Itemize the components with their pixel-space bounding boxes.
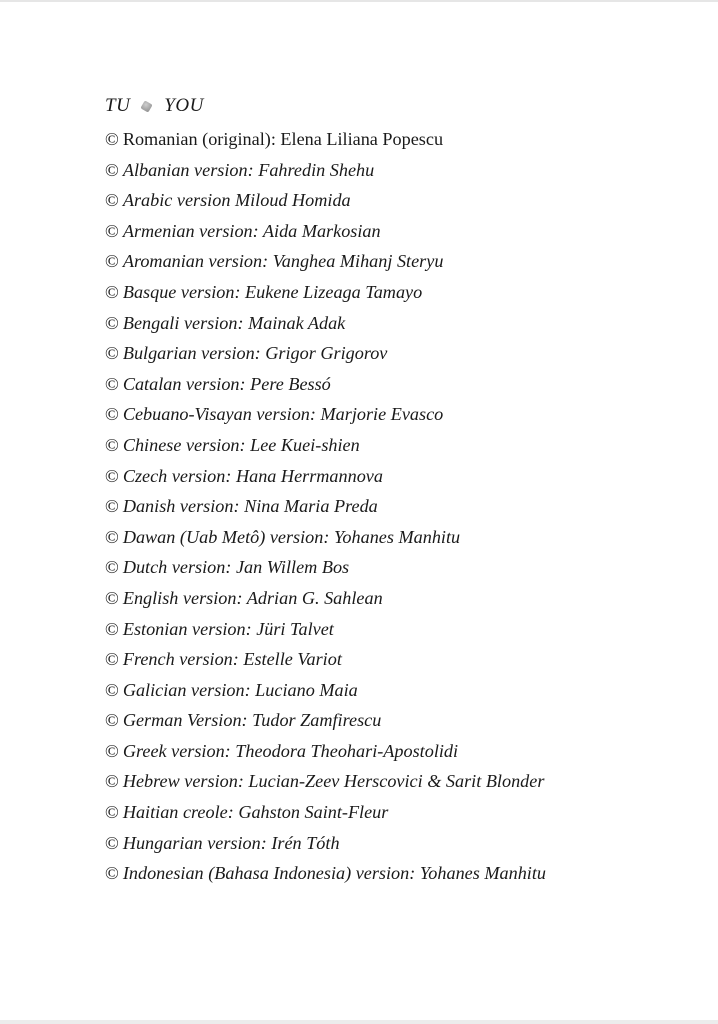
copyright-symbol: © — [105, 220, 119, 241]
credit-line — [105, 552, 705, 583]
credit-text: French version: Estelle Variot — [122, 649, 342, 670]
credit-text: Armenian version: Aida Markosian — [122, 220, 381, 241]
credit-line — [105, 461, 705, 492]
credit-line — [105, 797, 705, 828]
credit-text: Dawan (Uab Metô) version: Yohanes Manhitu — [122, 526, 461, 547]
credit-line — [105, 491, 705, 522]
copyright-symbol: © — [105, 802, 119, 823]
copyright-symbol: © — [105, 312, 119, 333]
copyright-symbol: © — [105, 190, 119, 211]
credit-text: Romanian (original): Elena Liliana Popescu — [122, 129, 444, 149]
copyright-symbol: © — [105, 281, 119, 302]
credit-text: English version: Adrian G. Sahlean — [122, 587, 383, 608]
credit-text: Estonian version: Jüri Talvet — [122, 618, 334, 639]
credit-text: Dutch version: Jan Willem Bos — [122, 557, 350, 578]
credit-text: Indonesian (Bahasa Indonesia) version: Yohanes Manhitu — [122, 863, 546, 884]
credit-line — [105, 399, 705, 430]
credit-line — [105, 308, 705, 339]
credit-text: Greek version: Theodora Theohari-Apostolidi — [122, 740, 459, 761]
copyright-symbol: © — [105, 129, 119, 149]
page-content — [105, 92, 705, 889]
credit-line — [105, 277, 705, 308]
credit-text: Catalan version: Pere Bessó — [122, 373, 331, 394]
credit-text: Danish version: Nina Maria Preda — [122, 496, 378, 517]
credit-line — [105, 705, 705, 736]
credit-line — [105, 644, 705, 675]
copyright-symbol: © — [105, 649, 119, 670]
credit-original — [105, 124, 705, 155]
credit-text: Albanian version: Fahredin Shehu — [122, 159, 375, 180]
credit-text: Haitian creole: Gahston Saint-Fleur — [122, 802, 389, 823]
page-top-edge — [0, 0, 718, 2]
copyright-symbol: © — [105, 863, 119, 884]
credit-line — [105, 216, 705, 247]
credit-text: Galician version: Luciano Maia — [122, 679, 358, 700]
copyright-symbol: © — [105, 679, 119, 700]
title-english: YOU — [164, 95, 204, 116]
credit-text: Arabic version Miloud Homida — [122, 190, 351, 211]
credit-text: Czech version: Hana Herrmannova — [122, 465, 383, 486]
credit-line — [105, 614, 705, 645]
credit-text: Chinese version: Lee Kuei-shien — [122, 434, 360, 455]
credit-text: Bulgarian version: Grigor Grigorov — [122, 343, 388, 364]
translation-credits-list — [105, 124, 705, 889]
credit-text: Hungarian version: Irén Tóth — [122, 832, 340, 853]
copyright-symbol: © — [105, 159, 119, 180]
credit-text: Cebuano-Visayan version: Marjorie Evasco — [122, 404, 444, 425]
credit-line — [105, 430, 705, 461]
title-separator-icon — [141, 100, 153, 112]
copyright-symbol: © — [105, 587, 119, 608]
copyright-symbol: © — [105, 434, 119, 455]
copyright-symbol: © — [105, 771, 119, 792]
credit-line — [105, 155, 705, 186]
credit-line — [105, 338, 705, 369]
credit-text: Bengali version: Mainak Adak — [122, 312, 346, 333]
credit-line — [105, 858, 705, 889]
credit-line — [105, 522, 705, 553]
copyright-symbol: © — [105, 618, 119, 639]
copyright-symbol: © — [105, 404, 119, 425]
credit-line — [105, 766, 705, 797]
credit-text: German Version: Tudor Zamfirescu — [122, 710, 382, 731]
credit-text: Aromanian version: Vanghea Mihanj Steryu — [122, 251, 444, 272]
copyright-symbol: © — [105, 496, 119, 517]
credit-line — [105, 828, 705, 859]
credit-line — [105, 583, 705, 614]
credit-text: Basque version: Eukene Lizeaga Tamayo — [122, 281, 423, 302]
copyright-symbol: © — [105, 251, 119, 272]
book-title — [105, 92, 705, 120]
copyright-symbol: © — [105, 740, 119, 761]
copyright-symbol: © — [105, 465, 119, 486]
credit-line — [105, 185, 705, 216]
credit-line — [105, 246, 705, 277]
credit-line — [105, 736, 705, 767]
credit-text: Hebrew version: Lucian-Zeev Herscovici & Sarit Blonder — [122, 771, 545, 792]
copyright-symbol: © — [105, 710, 119, 731]
page-bottom-edge — [0, 1020, 718, 1024]
copyright-symbol: © — [105, 526, 119, 547]
copyright-symbol: © — [105, 343, 119, 364]
copyright-symbol: © — [105, 373, 119, 394]
copyright-symbol: © — [105, 557, 119, 578]
copyright-symbol: © — [105, 832, 119, 853]
credit-line — [105, 369, 705, 400]
credit-line — [105, 675, 705, 706]
title-romanian: TU — [105, 95, 131, 116]
